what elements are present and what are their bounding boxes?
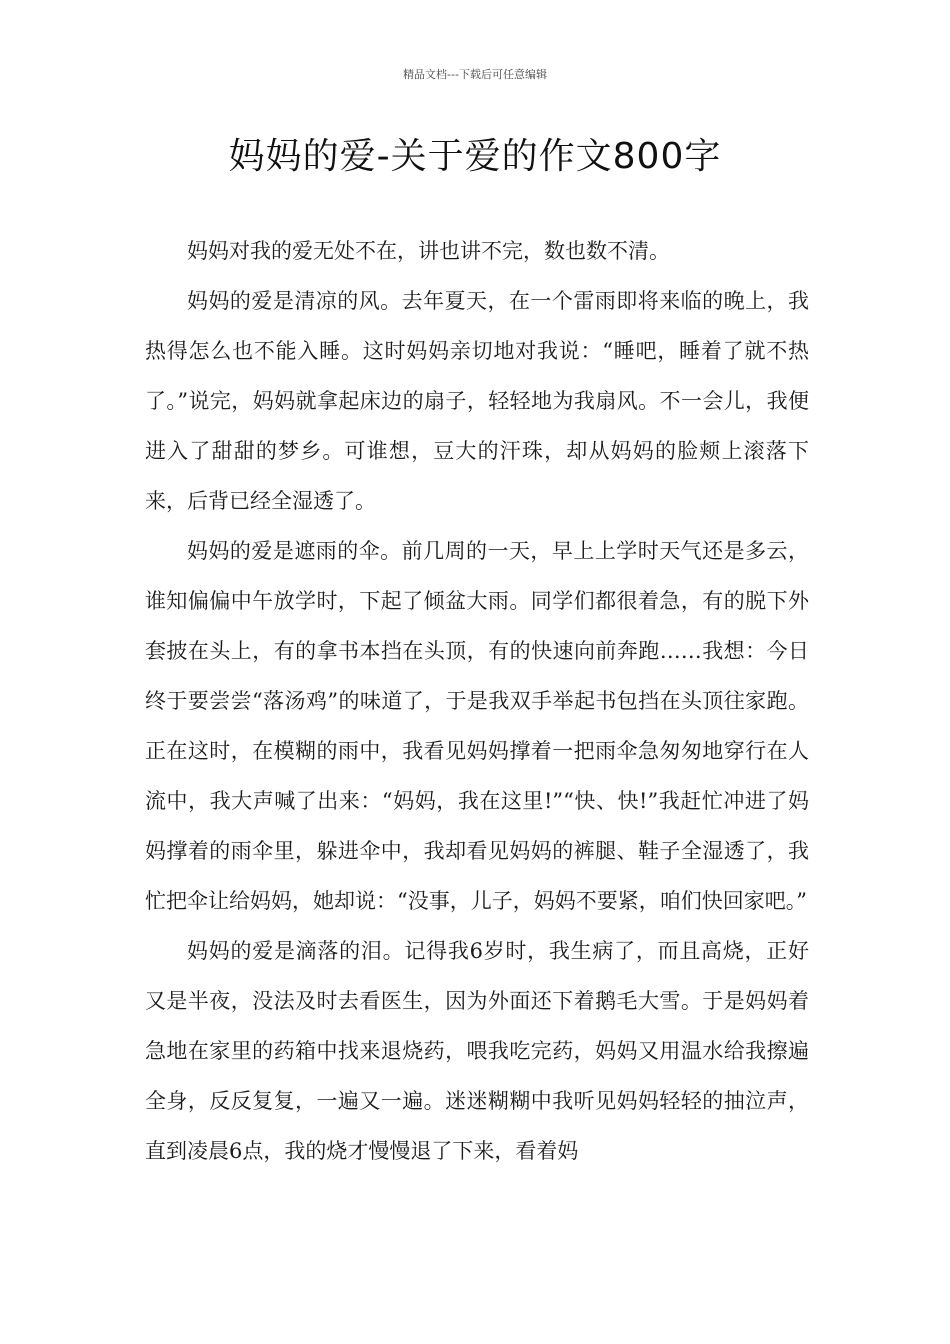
document-body <box>145 226 809 1176</box>
paragraph: 妈妈的爱是滴落的泪。记得我6岁时，我生病了，而且高烧，正好又是半夜，没法及时去看医生，因为外面还下着鹅毛大雪。于是妈妈着急地在家里的药箱中找来退烧药，喂我吃完药，妈妈又用温水给我擦遍全身，反反复复，一遍又一遍。迷迷糊糊中我听见妈妈轻轻的抽泣声，直到凌晨6点，我的烧才慢慢退了下来，看着妈 <box>145 939 809 1163</box>
document-title: 妈妈的爱-关于爱的作文800字 <box>228 136 722 177</box>
paragraph: 妈妈的爱是遮雨的伞。前几周的一天，早上上学时天气还是多云，谁知偏偏中午放学时，下起了倾盆大雨。同学们都很着急，有的脱下外套披在头上，有的拿书本挡在头顶，有的快速向前奔跑……我想：今日终于要尝尝“落汤鸡”的味道了，于是我双手举起书包挡在头顶往家跑。正在这时，在模糊的雨中，我看见妈妈撑着一把雨伞急匆匆地穿行在人流中，我大声喊了出来：“妈妈，我在这里!”“快、快!”我赶忙冲进了妈妈撑着的雨伞里，躲进伞中，我却看见妈妈的裤腿、鞋子全湿透了，我忙把伞让给妈妈，她却说：“没事，儿子，妈妈不要紧，咱们快回家吧。” <box>145 539 809 913</box>
paragraph: 妈妈的爱是清凉的风。去年夏天，在一个雷雨即将来临的晚上，我热得怎么也不能入睡。这时妈妈亲切地对我说：“睡吧，睡着了就不热了。”说完，妈妈就拿起床边的扇子，轻轻地为我扇风。不一会儿，我便进入了甜甜的梦乡。可谁想，豆大的汗珠，却从妈妈的脸颊上滚落下来，后背已经全湿透了。 <box>145 289 809 513</box>
paragraph: 妈妈对我的爱无处不在，讲也讲不完，数也数不清。 <box>187 239 670 263</box>
header-note: 精品文档---下载后可任意编辑 <box>403 68 547 81</box>
